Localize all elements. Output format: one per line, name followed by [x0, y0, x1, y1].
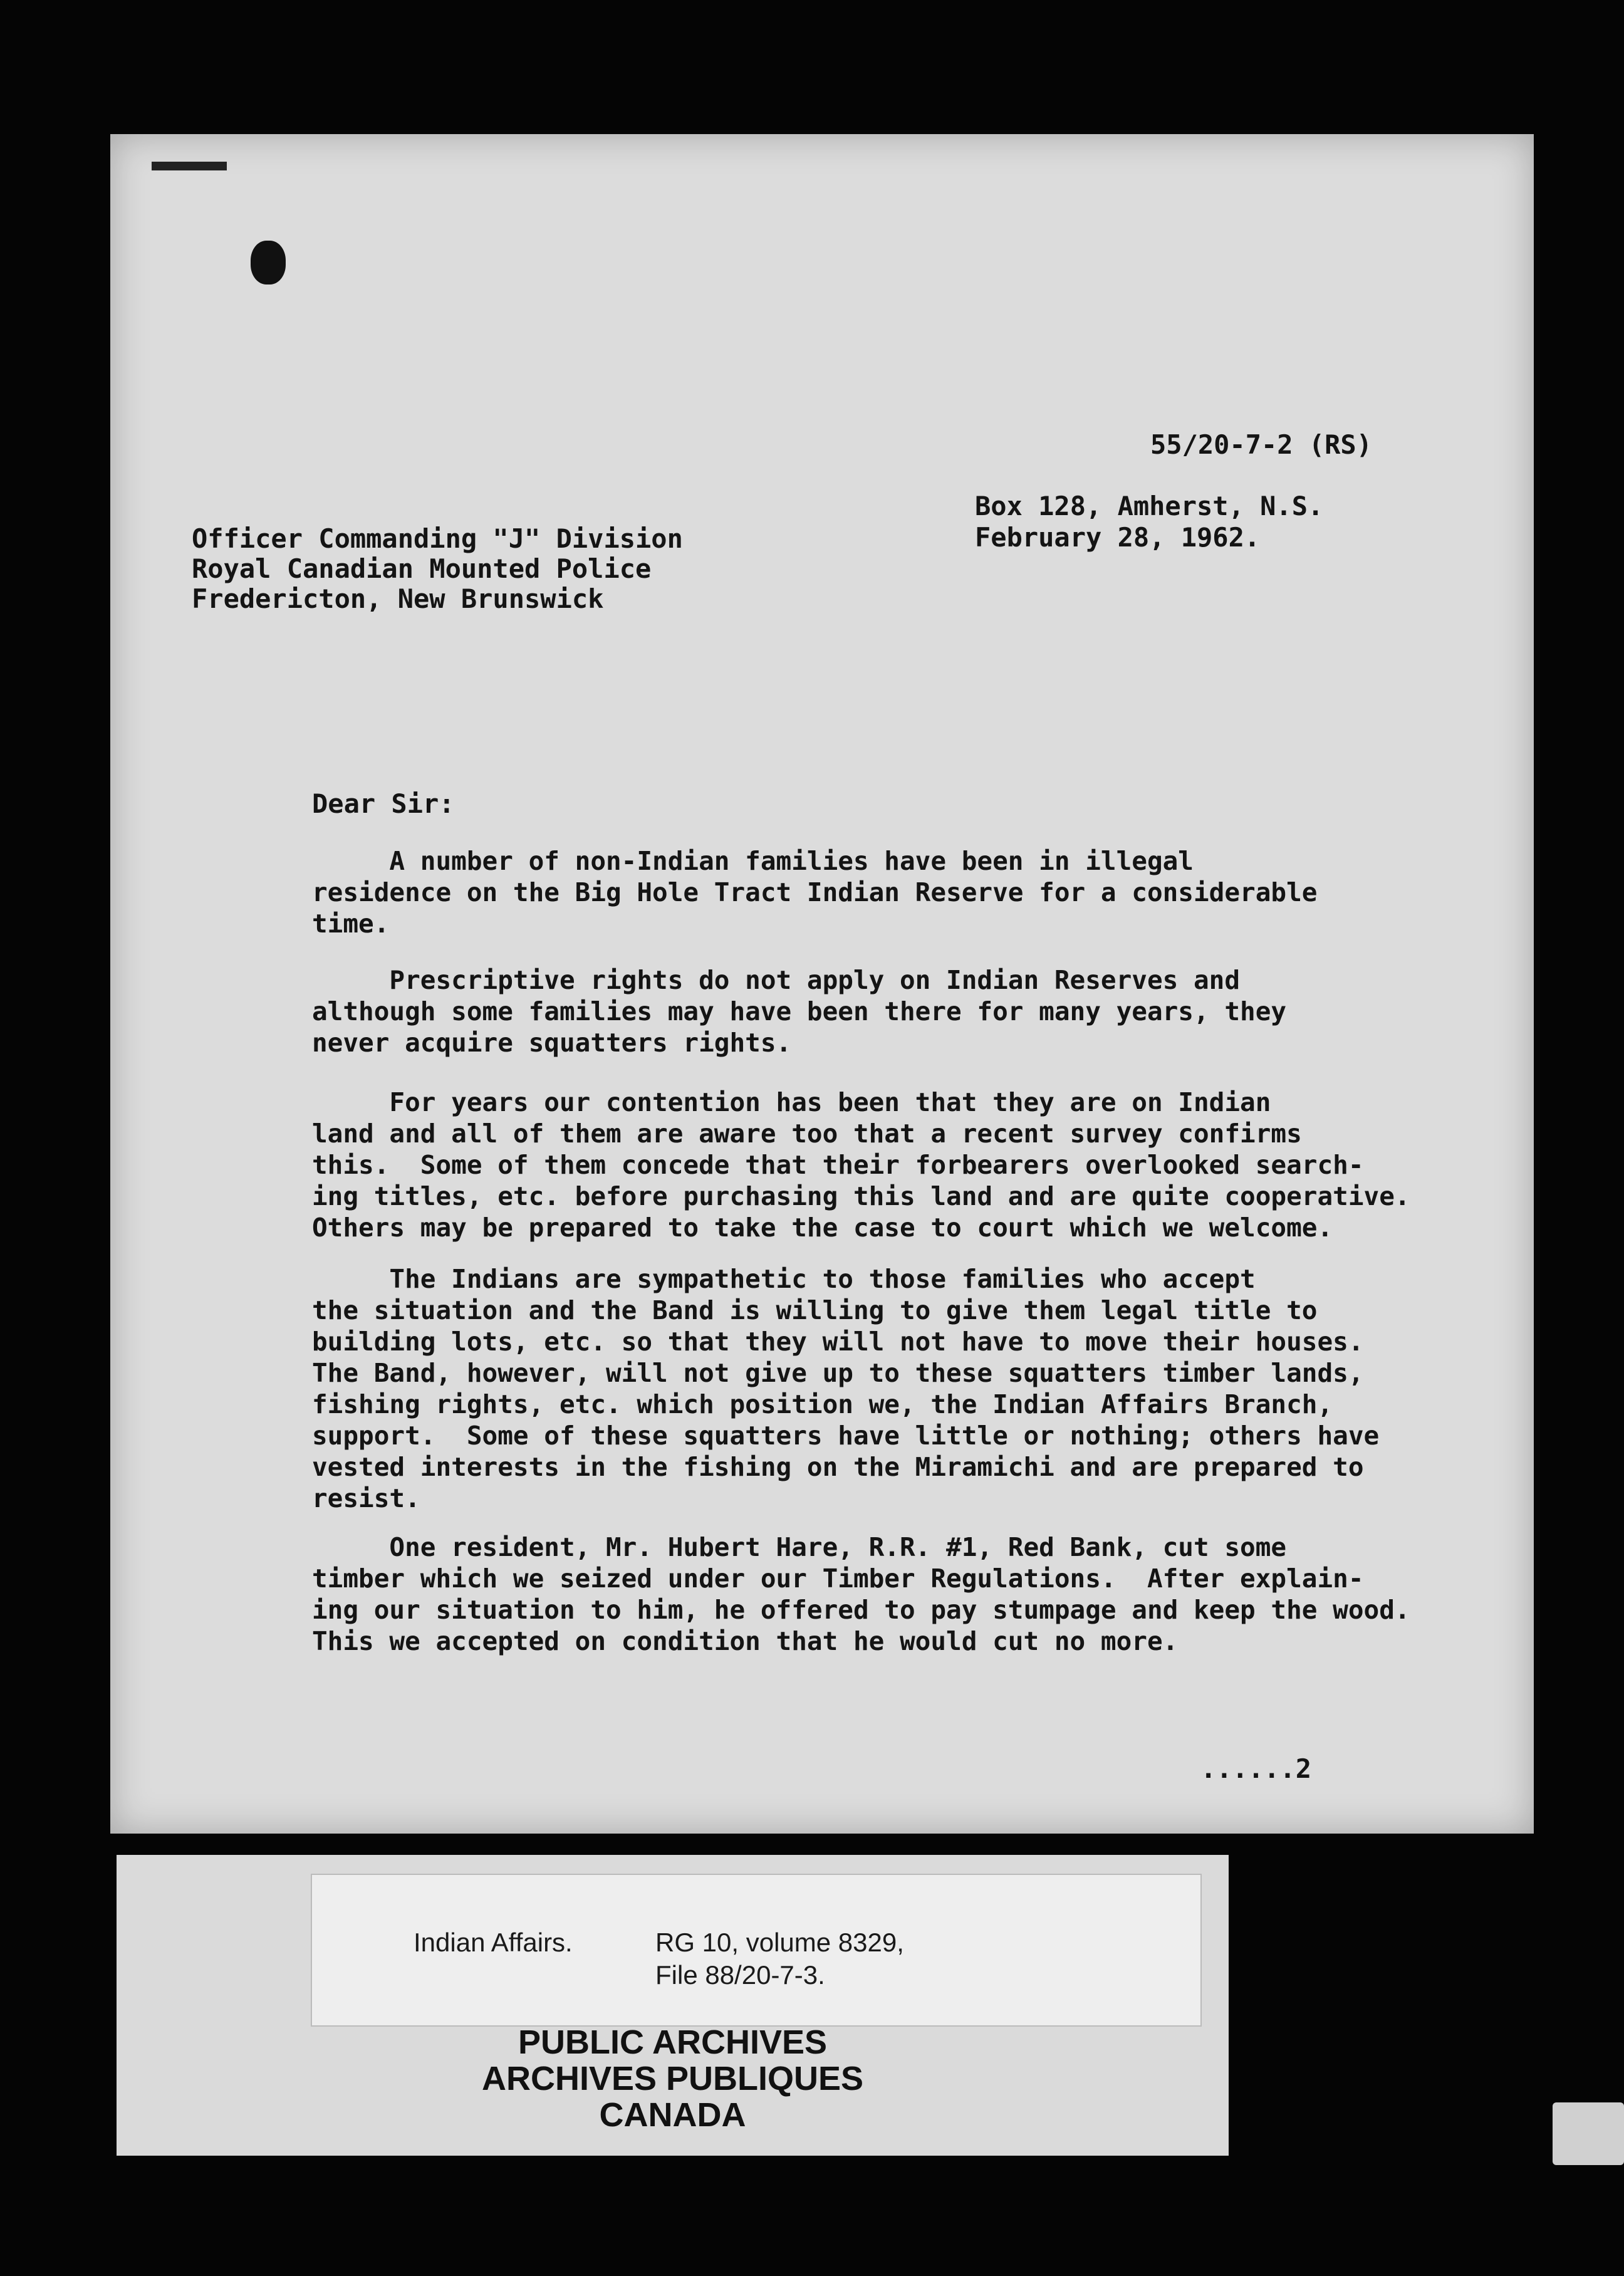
body-paragraph-2: [312, 964, 1286, 1058]
body-line: residence on the Big Hole Tract Indian Reserve for a considerable: [312, 877, 1318, 907]
body-line: vested interests in the fishing on the Miramichi and are prepared to: [312, 1452, 1364, 1482]
archives-stamp-line: PUBLIC ARCHIVES: [518, 2023, 828, 2061]
body-line: Prescriptive rights do not apply on Indian Reserves and: [312, 965, 1241, 995]
body-line: The Band, however, will not give up to these squatters timber lands,: [312, 1358, 1364, 1388]
body-line: Others may be prepared to take the case to court which we welcome.: [312, 1213, 1333, 1243]
salutation: Dear Sir:: [312, 788, 455, 819]
film-frame-marker: [1553, 2102, 1624, 2165]
body-line: never acquire squatters rights.: [312, 1028, 792, 1058]
body-line: building lots, etc. so that they will not have to move their houses.: [312, 1327, 1364, 1357]
body-line: This we accepted on condition that he would cut no more.: [312, 1626, 1179, 1656]
body-line: support. Some of these squatters have little or nothing; others have: [312, 1421, 1380, 1451]
body-paragraph-3: [312, 1087, 1410, 1243]
recipient-line: Officer Commanding "J" Division: [192, 523, 683, 554]
archives-stamp-line: CANADA: [599, 2096, 746, 2134]
body-paragraph-5: [312, 1532, 1410, 1657]
body-paragraph-1: [312, 845, 1317, 939]
archive-record-group: RG 10, volume 8329,: [655, 1928, 904, 1957]
file-reference: 55/20-7-2 (RS): [1150, 429, 1373, 460]
body-paragraph-4: [312, 1263, 1379, 1514]
page-continuation: ......2: [1200, 1753, 1312, 1784]
archive-file: File 88/20-7-3.: [655, 1960, 825, 1990]
body-line: the situation and the Band is willing to give them legal title to: [312, 1295, 1318, 1325]
body-line: this. Some of them concede that their forbearers overlooked search-: [312, 1150, 1364, 1180]
body-line: land and all of them are aware too that a recent survey confirms: [312, 1119, 1302, 1149]
letter-page: [110, 134, 1534, 1834]
body-line: One resident, Mr. Hubert Hare, R.R. #1, Red Bank, cut some: [312, 1532, 1287, 1562]
recipient-line: Fredericton, New Brunswick: [192, 583, 604, 614]
body-line: fishing rights, etc. which position we, the Indian Affairs Branch,: [312, 1389, 1333, 1419]
corner-mark: [152, 162, 227, 170]
archive-source: Indian Affairs.: [414, 1928, 573, 1957]
archives-stamp-line: ARCHIVES PUBLIQUES: [481, 2060, 864, 2097]
body-line: ing titles, etc. before purchasing this land and are quite cooperative.: [312, 1181, 1410, 1211]
body-line: The Indians are sympathetic to those families who accept: [312, 1264, 1256, 1294]
archives-stamp: [117, 2024, 1229, 2133]
letter-date: February 28, 1962.: [975, 522, 1261, 553]
punch-hole-mark: [251, 241, 286, 284]
body-line: A number of non-Indian families have been in illegal: [312, 846, 1194, 876]
body-line: ing our situation to him, he offered to pay stumpage and keep the wood.: [312, 1595, 1410, 1625]
recipient-line: Royal Canadian Mounted Police: [192, 553, 652, 584]
body-line: resist.: [312, 1483, 420, 1513]
body-line: For years our contention has been that they are on Indian: [312, 1087, 1271, 1117]
body-line: time.: [312, 909, 390, 939]
body-line: although some families may have been there for many years, they: [312, 996, 1287, 1026]
body-line: timber which we seized under our Timber Regulations. After explain-: [312, 1563, 1364, 1594]
sender-address: Box 128, Amherst, N.S.: [975, 491, 1324, 521]
